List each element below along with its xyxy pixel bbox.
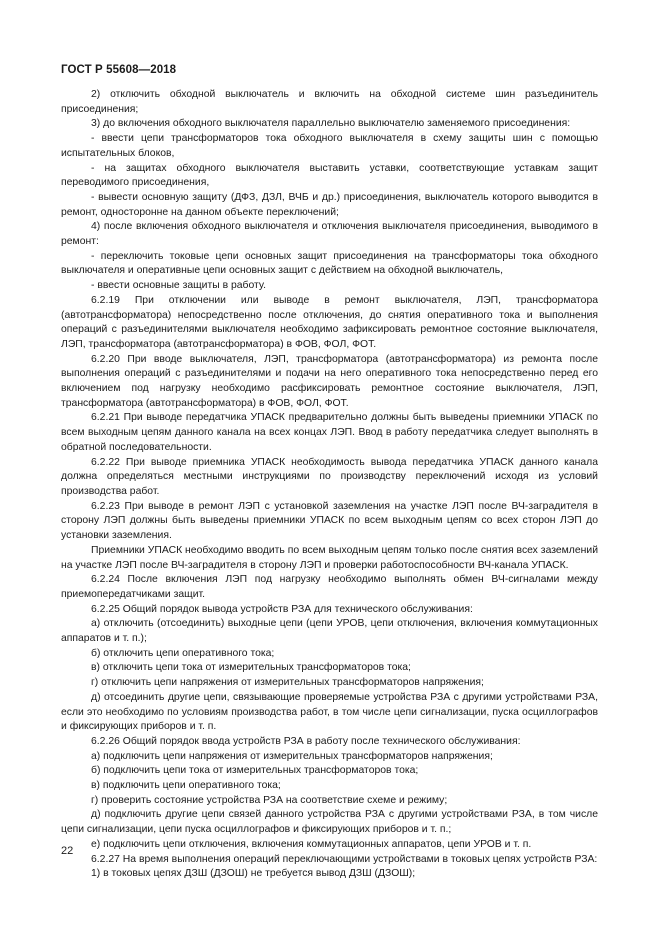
paragraph: - вывести основную защиту (ДФЗ, ДЗЛ, ВЧБ и др.) присоединения, выключатель которого выводится в ремонт, односторонне на данном объекте переключений;	[61, 191, 598, 218]
paragraph: 6.2.19 При отключении или выводе в ремонт выключателя, ЛЭП, трансформатора (автотрансформатора) непосредственно после отключения, до снятия оперативного тока и выполнения операций с разъединителями выключателя необходимо зафиксировать ремонтное состояние выключателя, ЛЭП, трансформатора (автотрансформатора) в ФОВ, ФОЛ, ФОТ.	[61, 294, 598, 350]
paragraph: 6.2.27 На время выполнения операций переключающими устройствами в токовых цепях устройств РЗА:	[91, 853, 598, 865]
paragraph: - на защитах обходного выключателя выставить уставки, соответствующие уставкам защит переводимого присоединения,	[61, 162, 598, 189]
paragraph: в) подключить цепи оперативного тока;	[91, 780, 281, 792]
paragraph: Приемники УПАСК необходимо вводить по всем выходным цепям только после снятия всех заземлений на участке ЛЭП после ВЧ-заградителя в сторону ЛЭП и проверки работоспособности ВЧ-канала УПАСК.	[61, 544, 598, 571]
paragraph: е) подключить цепи отключения, включения коммутационных аппаратов, цепи УРОВ и т. п.	[91, 838, 532, 850]
paragraph: 6.2.24 После включения ЛЭП под нагрузку необходимо выполнять обмен ВЧ-сигналами между приемопередатчиками защит.	[61, 574, 598, 600]
standard-header: ГОСТ Р 55608—2018	[61, 64, 177, 76]
paragraph: б) отключить цепи оперативного тока;	[91, 647, 275, 659]
paragraph: - ввести цепи трансформаторов тока обходного выключателя в схему защиты шин с помощью испытательных блоков,	[61, 133, 598, 159]
paragraph: 1) в токовых цепях ДЗШ (ДЗОШ) не требуется вывод ДЗШ (ДЗОШ);	[91, 868, 416, 880]
paragraph: г) проверить состояние устройства РЗА на соответствие схеме и режиму;	[91, 794, 448, 806]
paragraph: - ввести основные защиты в работу.	[91, 280, 266, 292]
paragraph: г) отключить цепи напряжения от измерительных трансформаторов напряжения;	[91, 677, 484, 689]
paragraph: в) отключить цепи тока от измерительных трансформаторов тока;	[91, 662, 411, 674]
paragraph: д) отсоединить другие цепи, связывающие проверяемые устройства РЗА с другими устройствами РЗА, если это необходимо по условиям производства работ, в том числе цепи сигнализации, пуска осциллографов и фиксирующих приборов и т. п.	[61, 691, 598, 733]
paragraph: 2) отключить обходной выключатель и включить на обходной системе шин разъединитель присоединения;	[61, 89, 598, 115]
paragraph: д) подключить другие цепи связей данного устройства РЗА с другими устройствами РЗА, в том числе цепи сигнализации, цепи пуска осциллографов и фиксирующих приборов и т. п.;	[61, 809, 598, 836]
paragraph: б) подключить цепи тока от измерительных трансформаторов тока;	[91, 765, 419, 777]
paragraph: 6.2.23 При выводе в ремонт ЛЭП с установкой заземления на участке ЛЭП после ВЧ-заградителя в сторону ЛЭП должны быть выведены приемники УПАСК по всем выходным цепям со всех сторон ЛЭП до установки заземления.	[61, 500, 598, 542]
paragraph: 6.2.25 Общий порядок вывода устройств РЗА для технического обслуживания:	[91, 603, 473, 615]
paragraph: 4) после включения обходного выключателя и отключения выключателя присоединения, выводимого в ремонт:	[61, 221, 598, 248]
paragraph: а) отключить (отсоединить) выходные цепи (цепи УРОВ, цепи отключения, включения коммутационных аппаратов и т. п.);	[61, 618, 598, 645]
paragraph: 6.2.22 При выводе приемника УПАСК необходимость вывода передатчика УПАСК данного канала должна определяться местными инструкциями по производству переключений исходя из условий производства работ.	[61, 456, 598, 497]
paragraph: 3) до включения обходного выключателя параллельно выключателю заменяемого присоединения:	[91, 118, 571, 130]
paragraph: 6.2.26 Общий порядок ввода устройств РЗА в работу после технического обслуживания:	[91, 735, 521, 747]
page-number: 22	[61, 845, 74, 857]
body-text	[61, 88, 598, 882]
paragraph: 6.2.20 При вводе выключателя, ЛЭП, трансформатора (автотрансформатора) из ремонта после выполнения операций с разъединителями и подачи на него оперативного тока непосредственно перед его включением под нагрузку необходимо расфиксировать ремонтное состояние выключателя, ЛЭП, трансформатора (автотрансформатора) в ФОВ, ФОЛ, ФОТ.	[61, 353, 598, 409]
paragraph: - переключить токовые цепи основных защит присоединения на трансформаторы тока обходного выключателя и оперативные цепи основных защит с действием на обходной выключатель,	[61, 250, 598, 277]
paragraph: 6.2.21 При выводе передатчика УПАСК предварительно должны быть выведены приемники УПАСК по всем выходным цепям данного канала на всех концах ЛЭП. Ввод в работу передатчика следует выполнять в обратной последовательности.	[61, 412, 598, 453]
paragraph: а) подключить цепи напряжения от измерительных трансформаторов напряжения;	[91, 750, 493, 762]
